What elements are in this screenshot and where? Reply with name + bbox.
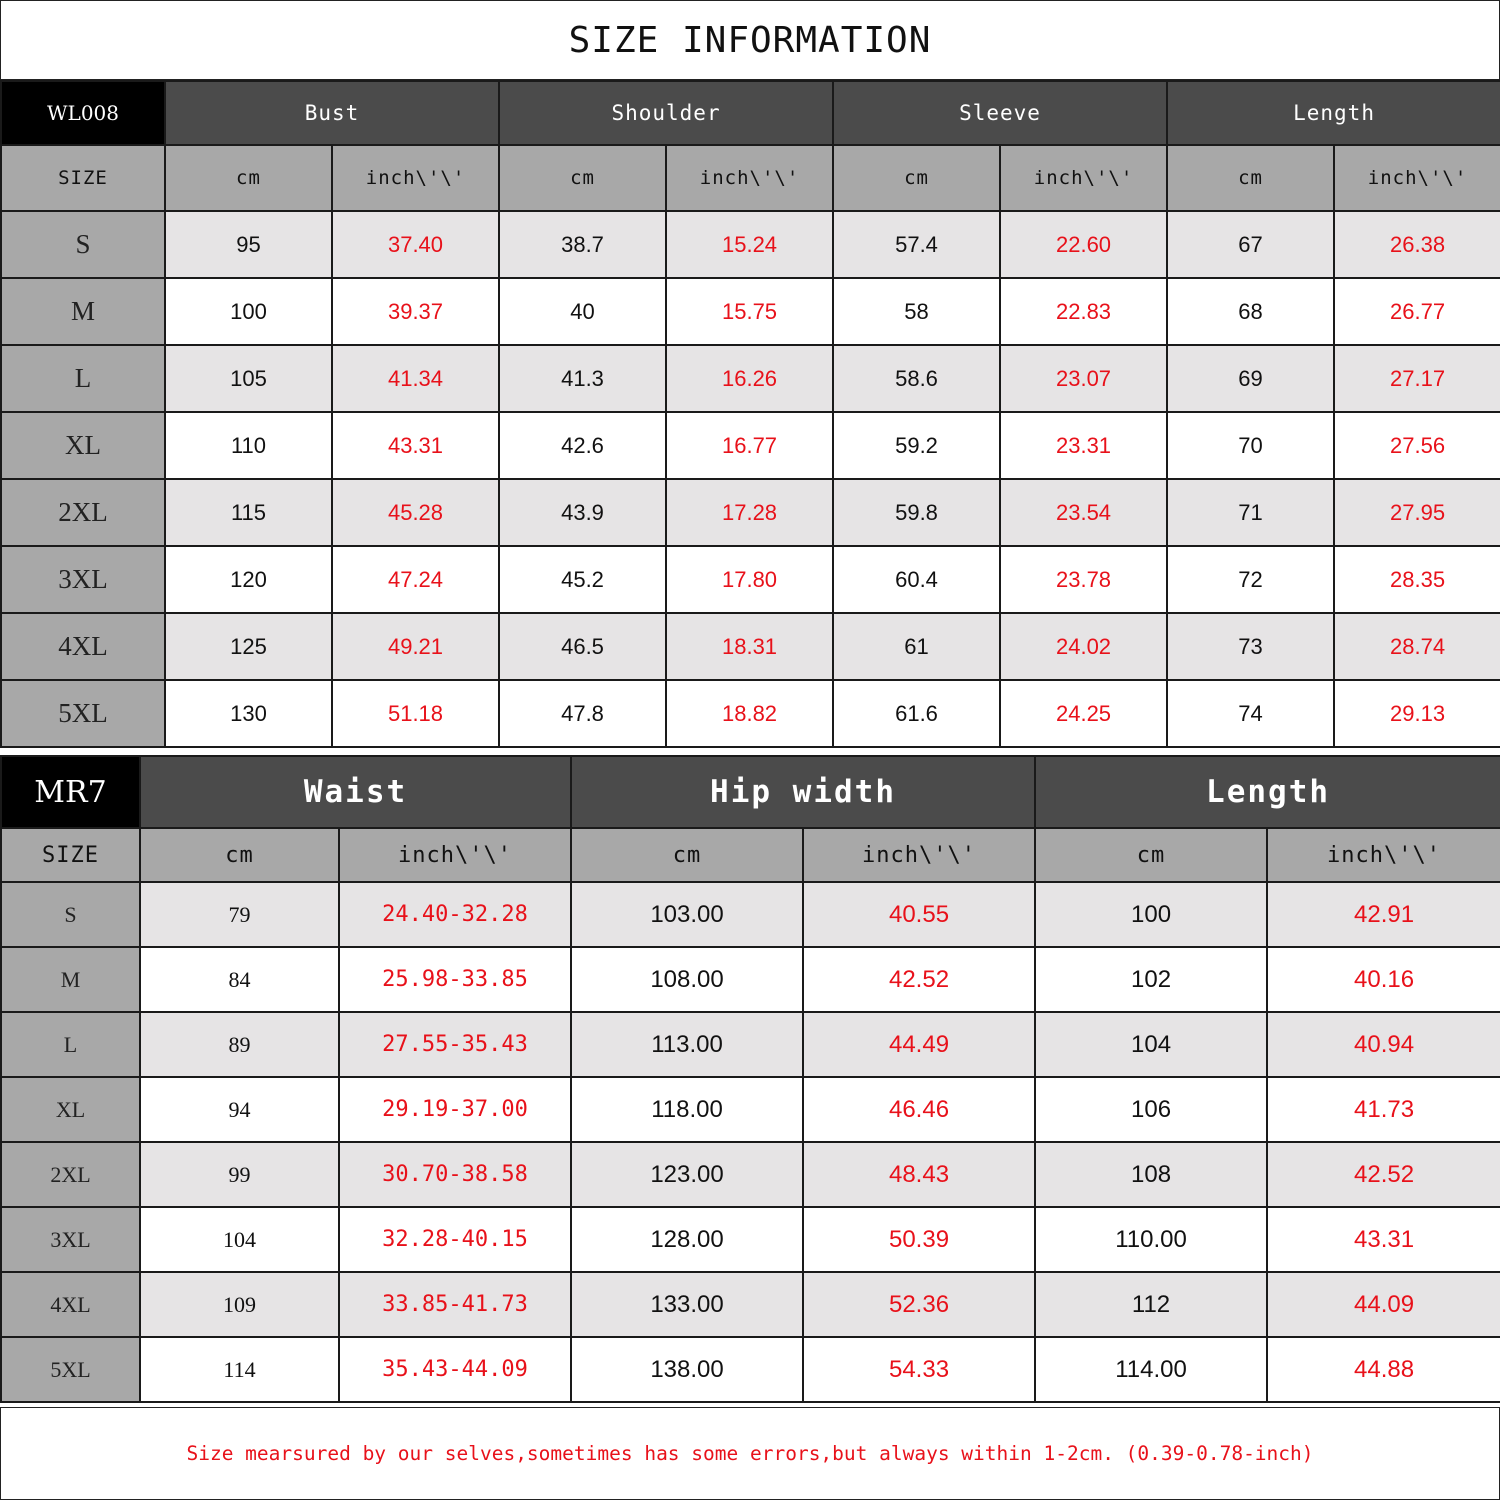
bottom-size-table [0,755,1500,1403]
inch-value-cell: 39.37 [332,278,499,345]
size-cell: 4XL [1,613,165,680]
inch-value-cell: 28.35 [1334,546,1500,613]
table-row [1,1207,1500,1272]
unit-header-inch: inch\'\' [339,828,571,882]
size-cell: XL [1,1077,140,1142]
cm-value-cell: 59.2 [833,412,1000,479]
inch-value-cell: 17.28 [666,479,833,546]
inch-value-cell: 40.16 [1267,947,1500,1012]
inch-value-cell: 27.17 [1334,345,1500,412]
unit-header-cm: cm [499,145,666,211]
inch-value-cell: 52.36 [803,1272,1035,1337]
unit-header-inch: inch\'\' [803,828,1035,882]
unit-header-cm: cm [140,828,339,882]
inch-value-cell: 17.80 [666,546,833,613]
table-row [1,1272,1500,1337]
cm-value-cell: 108.00 [571,947,803,1012]
cm-value-cell: 118.00 [571,1077,803,1142]
cm-value-cell: 41.3 [499,345,666,412]
inch-value-cell: 23.54 [1000,479,1167,546]
inch-value-cell: 44.49 [803,1012,1035,1077]
inch-value-cell: 45.28 [332,479,499,546]
cm-value-cell: 38.7 [499,211,666,278]
cm-value-cell: 130 [165,680,332,747]
cm-value-cell: 69 [1167,345,1334,412]
inch-value-cell: 40.55 [803,882,1035,947]
inch-value-cell: 51.18 [332,680,499,747]
cm-value-cell: 110.00 [1035,1207,1267,1272]
inch-value-cell: 43.31 [332,412,499,479]
table-row [1,613,1500,680]
inch-value-cell: 32.28-40.15 [339,1207,571,1272]
cm-value-cell: 67 [1167,211,1334,278]
cm-value-cell: 100 [165,278,332,345]
cm-value-cell: 68 [1167,278,1334,345]
cm-value-cell: 112 [1035,1272,1267,1337]
cm-value-cell: 100 [1035,882,1267,947]
inch-value-cell: 29.19-37.00 [339,1077,571,1142]
cm-value-cell: 61 [833,613,1000,680]
measurement-note: Size mearsured by our selves,sometimes has some errors,but always within 1-2cm. (0.39-0.78-inch) [0,1407,1500,1500]
inch-value-cell: 16.26 [666,345,833,412]
inch-value-cell: 16.77 [666,412,833,479]
inch-value-cell: 26.77 [1334,278,1500,345]
top-size-table [0,80,1500,748]
table-row [1,680,1500,747]
cm-value-cell: 110 [165,412,332,479]
cm-value-cell: 45.2 [499,546,666,613]
cm-value-cell: 103.00 [571,882,803,947]
cm-value-cell: 102 [1035,947,1267,1012]
cm-value-cell: 128.00 [571,1207,803,1272]
cm-value-cell: 106 [1035,1077,1267,1142]
group-header-waist: Waist [140,756,571,828]
table-row [1,1337,1500,1402]
cm-value-cell: 46.5 [499,613,666,680]
cm-value-cell: 84 [140,947,339,1012]
inch-value-cell: 40.94 [1267,1012,1500,1077]
cm-value-cell: 72 [1167,546,1334,613]
inch-value-cell: 26.38 [1334,211,1500,278]
group-header-hip-width: Hip width [571,756,1035,828]
table-row [1,345,1500,412]
inch-value-cell: 50.39 [803,1207,1035,1272]
inch-value-cell: 22.83 [1000,278,1167,345]
unit-header-inch: inch\'\' [1334,145,1500,211]
cm-value-cell: 113.00 [571,1012,803,1077]
inch-value-cell: 44.88 [1267,1337,1500,1402]
table-row [1,1142,1500,1207]
cm-value-cell: 40 [499,278,666,345]
cm-value-cell: 79 [140,882,339,947]
page-title: SIZE INFORMATION [0,0,1500,80]
size-header: SIZE [1,145,165,211]
inch-value-cell: 48.43 [803,1142,1035,1207]
cm-value-cell: 89 [140,1012,339,1077]
table-row [1,546,1500,613]
table-row [1,211,1500,278]
table-row [1,1012,1500,1077]
cm-value-cell: 99 [140,1142,339,1207]
product-code: MR7 [1,756,140,828]
inch-value-cell: 27.95 [1334,479,1500,546]
cm-value-cell: 71 [1167,479,1334,546]
unit-header-inch: inch\'\' [1000,145,1167,211]
group-header-length: Length [1167,81,1500,145]
cm-value-cell: 73 [1167,613,1334,680]
inch-value-cell: 23.07 [1000,345,1167,412]
size-cell: 3XL [1,1207,140,1272]
cm-value-cell: 60.4 [833,546,1000,613]
size-cell: 5XL [1,680,165,747]
inch-value-cell: 24.40-32.28 [339,882,571,947]
size-cell: L [1,1012,140,1077]
table-row [1,278,1500,345]
group-header-shoulder: Shoulder [499,81,833,145]
cm-value-cell: 94 [140,1077,339,1142]
unit-header-inch: inch\'\' [666,145,833,211]
cm-value-cell: 58 [833,278,1000,345]
inch-value-cell: 30.70-38.58 [339,1142,571,1207]
inch-value-cell: 46.46 [803,1077,1035,1142]
cm-value-cell: 43.9 [499,479,666,546]
inch-value-cell: 54.33 [803,1337,1035,1402]
inch-value-cell: 29.13 [1334,680,1500,747]
table-row [1,947,1500,1012]
inch-value-cell: 22.60 [1000,211,1167,278]
size-header: SIZE [1,828,140,882]
size-cell: 3XL [1,546,165,613]
table-row [1,1077,1500,1142]
cm-value-cell: 114.00 [1035,1337,1267,1402]
inch-value-cell: 23.31 [1000,412,1167,479]
cm-value-cell: 109 [140,1272,339,1337]
inch-value-cell: 25.98-33.85 [339,947,571,1012]
cm-value-cell: 42.6 [499,412,666,479]
inch-value-cell: 27.56 [1334,412,1500,479]
inch-value-cell: 41.73 [1267,1077,1500,1142]
cm-value-cell: 114 [140,1337,339,1402]
inch-value-cell: 47.24 [332,546,499,613]
group-header-bust: Bust [165,81,499,145]
cm-value-cell: 125 [165,613,332,680]
inch-value-cell: 43.31 [1267,1207,1500,1272]
inch-value-cell: 15.75 [666,278,833,345]
cm-value-cell: 104 [1035,1012,1267,1077]
size-cell: XL [1,412,165,479]
inch-value-cell: 24.25 [1000,680,1167,747]
size-cell: 5XL [1,1337,140,1402]
unit-header-cm: cm [165,145,332,211]
cm-value-cell: 47.8 [499,680,666,747]
cm-value-cell: 58.6 [833,345,1000,412]
size-cell: M [1,278,165,345]
size-cell: 2XL [1,479,165,546]
unit-header-inch: inch\'\' [332,145,499,211]
cm-value-cell: 105 [165,345,332,412]
inch-value-cell: 27.55-35.43 [339,1012,571,1077]
unit-header-cm: cm [571,828,803,882]
inch-value-cell: 42.52 [803,947,1035,1012]
table-row [1,882,1500,947]
inch-value-cell: 42.91 [1267,882,1500,947]
cm-value-cell: 123.00 [571,1142,803,1207]
unit-header-inch: inch\'\' [1267,828,1500,882]
product-code: WL008 [1,81,165,145]
group-header-sleeve: Sleeve [833,81,1167,145]
inch-value-cell: 23.78 [1000,546,1167,613]
cm-value-cell: 57.4 [833,211,1000,278]
unit-header-cm: cm [833,145,1000,211]
cm-value-cell: 70 [1167,412,1334,479]
group-header-length: Length [1035,756,1500,828]
size-cell: 4XL [1,1272,140,1337]
cm-value-cell: 59.8 [833,479,1000,546]
inch-value-cell: 41.34 [332,345,499,412]
cm-value-cell: 74 [1167,680,1334,747]
size-cell: M [1,947,140,1012]
cm-value-cell: 108 [1035,1142,1267,1207]
unit-header-cm: cm [1167,145,1334,211]
inch-value-cell: 18.31 [666,613,833,680]
cm-value-cell: 133.00 [571,1272,803,1337]
unit-header-cm: cm [1035,828,1267,882]
cm-value-cell: 138.00 [571,1337,803,1402]
cm-value-cell: 61.6 [833,680,1000,747]
cm-value-cell: 95 [165,211,332,278]
inch-value-cell: 28.74 [1334,613,1500,680]
inch-value-cell: 42.52 [1267,1142,1500,1207]
size-cell: L [1,345,165,412]
inch-value-cell: 18.82 [666,680,833,747]
inch-value-cell: 49.21 [332,613,499,680]
inch-value-cell: 35.43-44.09 [339,1337,571,1402]
inch-value-cell: 44.09 [1267,1272,1500,1337]
cm-value-cell: 115 [165,479,332,546]
size-cell: 2XL [1,1142,140,1207]
size-cell: S [1,211,165,278]
inch-value-cell: 24.02 [1000,613,1167,680]
cm-value-cell: 104 [140,1207,339,1272]
table-row [1,412,1500,479]
inch-value-cell: 15.24 [666,211,833,278]
cm-value-cell: 120 [165,546,332,613]
table-row [1,479,1500,546]
inch-value-cell: 37.40 [332,211,499,278]
size-cell: S [1,882,140,947]
inch-value-cell: 33.85-41.73 [339,1272,571,1337]
